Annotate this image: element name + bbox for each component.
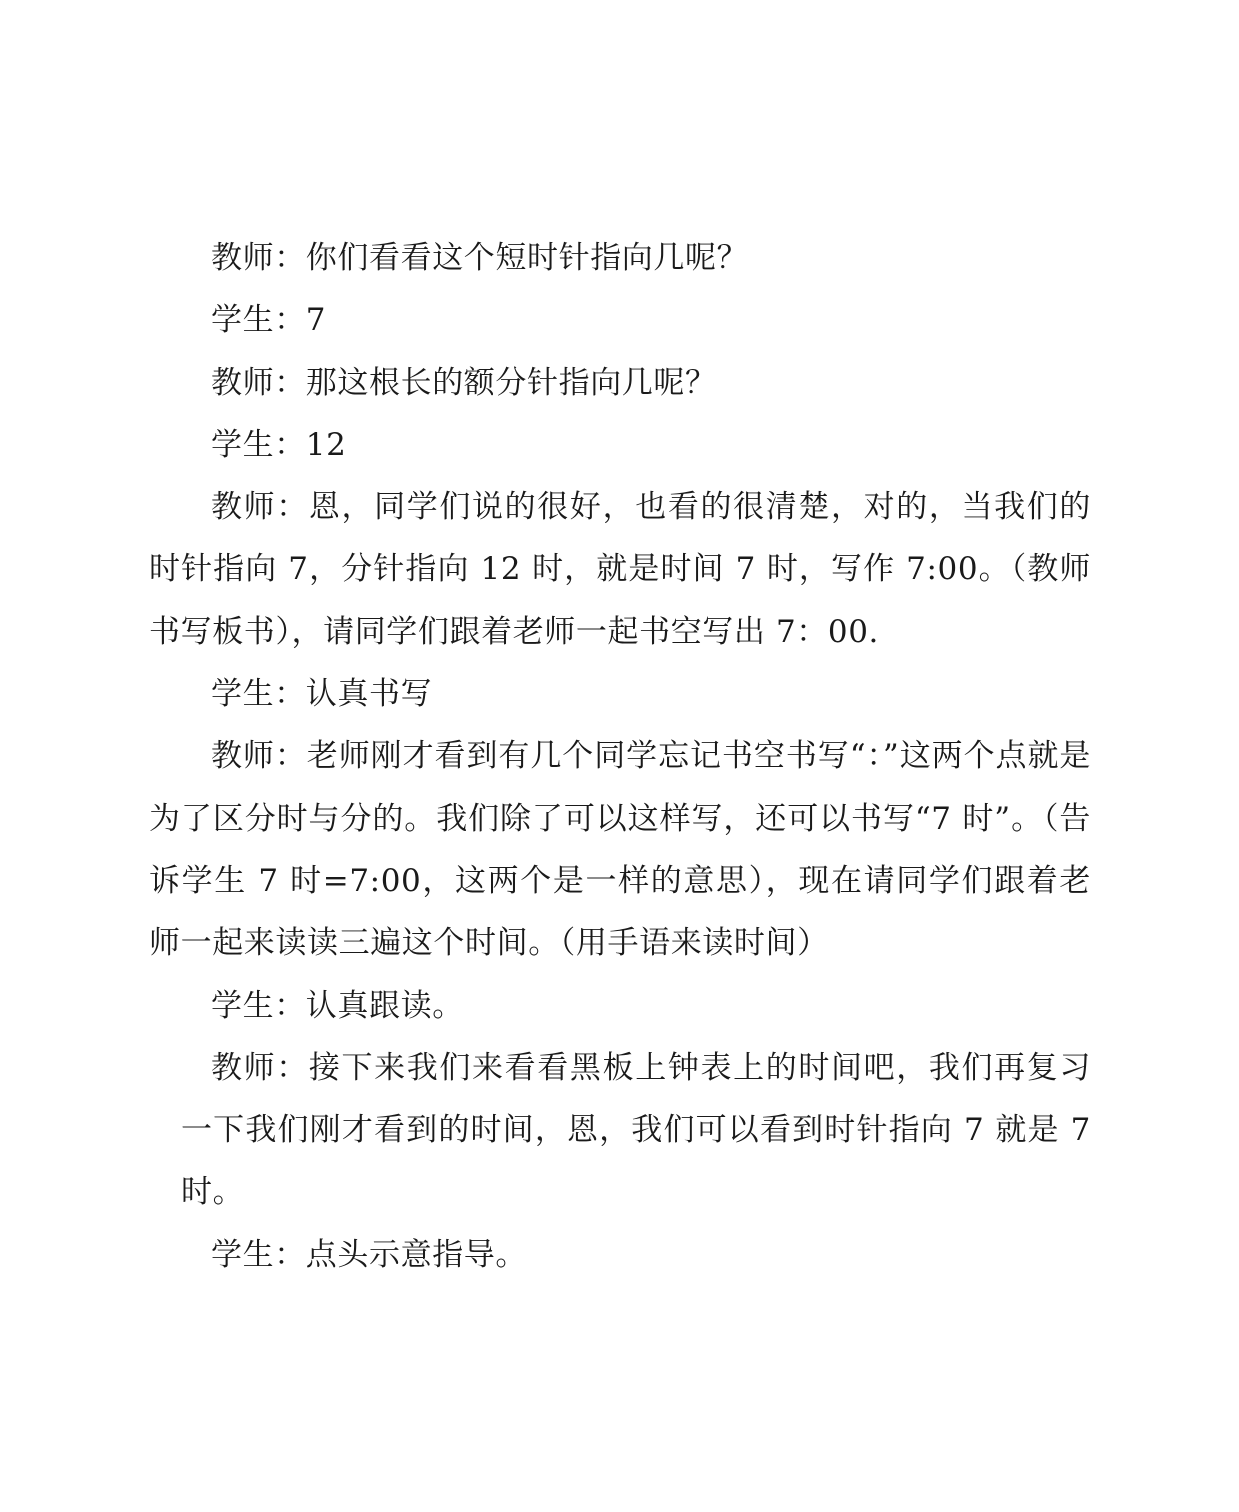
paragraph-student-4: 学生：认真跟读。 — [211, 987, 464, 1024]
paragraph-teacher-5: 教师：接下来我们来看看黑板上钟表上的时间吧，我们再复习一下我们刚才看到的时间，恩，我们可以看到时针指向 7 就是 7 时。 — [181, 1049, 1091, 1211]
paragraph-teacher-3: 教师：恩，同学们说的很好，也看的很清楚，对的，当我们的时针指向 7，分针指向 12 时，就是时间 7 时，写作 7:00。（教师书写板书），请同学们跟着老师一起书空写出 7：00. — [149, 489, 1091, 650]
paragraph-teacher-2: 教师：那这根长的额分针指向几呢？ — [211, 364, 717, 401]
document-body — [149, 227, 1091, 1286]
paragraph-student-1: 学生：7 — [211, 302, 327, 339]
paragraph-teacher-4: 教师：老师刚才看到有几个同学忘记书空书写“：”这两个点就是为了区分时与分的。我们除了可以这样写，还可以书写“7 时”。（告诉学生 7 时=7:00，这两个是一样的意思），现在请同学们跟着老师一起来读读三遍这个时间。（用手语来读时间） — [149, 738, 1091, 962]
paragraph-student-5: 学生：点头示意指导。 — [211, 1236, 527, 1273]
paragraph-student-3: 学生：认真书写 — [211, 676, 433, 713]
paragraph-student-2: 学生：12 — [211, 426, 347, 463]
paragraph-teacher-1: 教师：你们看看这个短时针指向几呢？ — [211, 240, 749, 276]
